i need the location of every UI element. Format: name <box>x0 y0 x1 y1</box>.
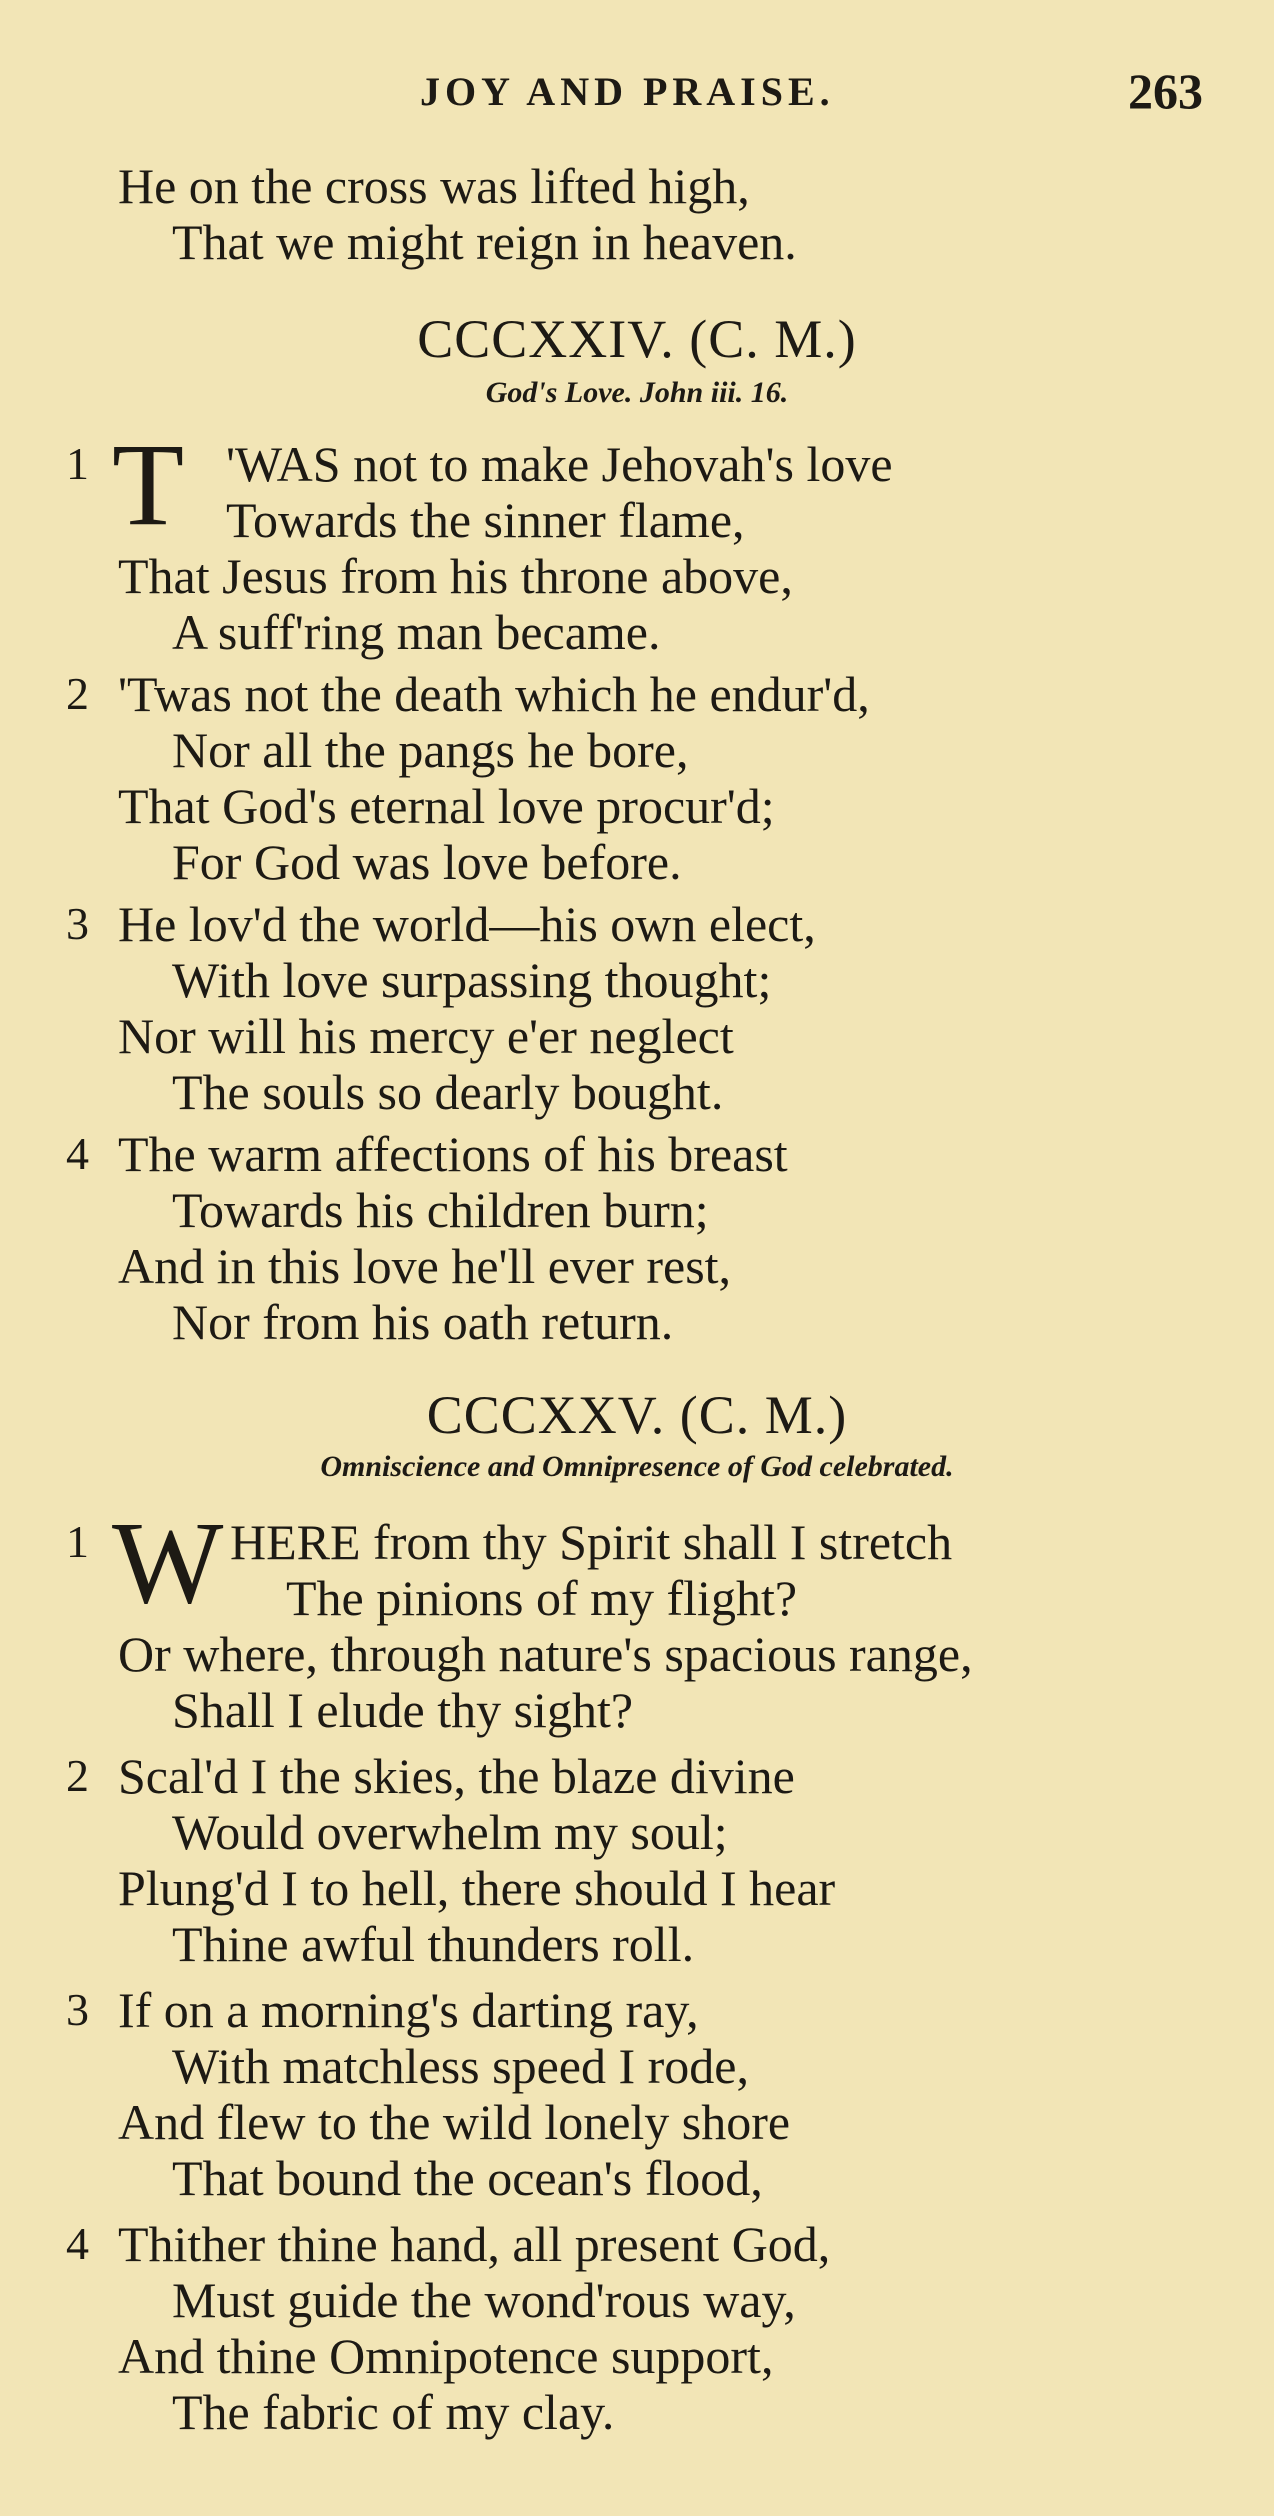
verse-line: Plung'd I to hell, there should I hear <box>118 1860 836 1916</box>
verse-number: 4 <box>66 1128 89 1179</box>
running-title: JOY AND PRAISE. <box>420 69 835 114</box>
page-number: 263 <box>1128 63 1203 119</box>
hymn-subtitle: Omniscience and Omnipresence of God celebrated. <box>320 1450 954 1483</box>
verse-number: 3 <box>66 1984 89 2035</box>
verse-line: The fabric of my clay. <box>172 2384 615 2440</box>
verse-line: He lov'd the world—his own elect, <box>118 896 816 952</box>
verse-line: And in this love he'll ever rest, <box>118 1238 732 1294</box>
verse-line: Nor will his mercy e'er neglect <box>118 1008 734 1064</box>
page-header <box>0 62 1274 122</box>
verse-number: 1 <box>66 1516 89 1567</box>
verse-line: 'Twas not the death which he endur'd, <box>118 666 870 722</box>
verse-line: With matchless speed I rode, <box>172 2038 749 2094</box>
hymn-subtitle: God's Love. John iii. 16. <box>485 376 789 409</box>
hymn-title: CCCXXIV. (C. M.) <box>417 309 857 369</box>
verse-line: Thine awful thunders roll. <box>172 1916 695 1972</box>
verse-line: HERE from thy Spirit shall I stretch <box>230 1514 953 1570</box>
verse-line: The souls so dearly bought. <box>172 1064 724 1120</box>
verse-number: 4 <box>66 2218 89 2269</box>
verse-line: Must guide the wond'rous way, <box>172 2272 796 2328</box>
verse-number: 2 <box>66 668 89 719</box>
hymn-title: CCCXXV. (C. M.) <box>426 1385 848 1445</box>
carryover-line: He on the cross was lifted high, <box>118 158 750 214</box>
verse-line: A suff'ring man became. <box>172 604 661 660</box>
verse-line: Or where, through nature's spacious range, <box>118 1626 973 1682</box>
verse-line: And thine Omnipotence support, <box>118 2328 774 2384</box>
drop-cap: W <box>112 1497 224 1628</box>
verse-line: If on a morning's darting ray, <box>118 1982 699 2038</box>
verse-line: Towards the sinner flame, <box>226 492 745 548</box>
verse-number: 3 <box>66 898 89 949</box>
carryover-line: That we might reign in heaven. <box>172 214 797 270</box>
verse-line: Nor from his oath return. <box>172 1294 674 1350</box>
verse-line: And flew to the wild lonely shore <box>118 2094 791 2150</box>
verse-line: With love surpassing thought; <box>172 952 772 1008</box>
verse-line: Thither thine hand, all present God, <box>118 2216 831 2272</box>
verse-line: Shall I elude thy sight? <box>172 1682 634 1738</box>
verse-number: 1 <box>66 438 89 489</box>
verse-line: Towards his children burn; <box>172 1182 709 1238</box>
verse-line: That Jesus from his throne above, <box>118 548 793 604</box>
verse-line: Scal'd I the skies, the blaze divine <box>118 1748 795 1804</box>
verse-line: The pinions of my flight? <box>286 1570 798 1626</box>
drop-cap: T <box>112 419 185 550</box>
verse-line: That God's eternal love procur'd; <box>118 778 775 834</box>
verse-line: For God was love before. <box>172 834 682 890</box>
verse-line: The warm affections of his breast <box>118 1126 788 1182</box>
verse-line: Would overwhelm my soul; <box>172 1804 728 1860</box>
verse-line: 'WAS not to make Jehovah's love <box>226 436 893 492</box>
verse-number: 2 <box>66 1750 89 1801</box>
verse-line: That bound the ocean's flood, <box>172 2150 763 2206</box>
verse-line: Nor all the pangs he bore, <box>172 722 689 778</box>
